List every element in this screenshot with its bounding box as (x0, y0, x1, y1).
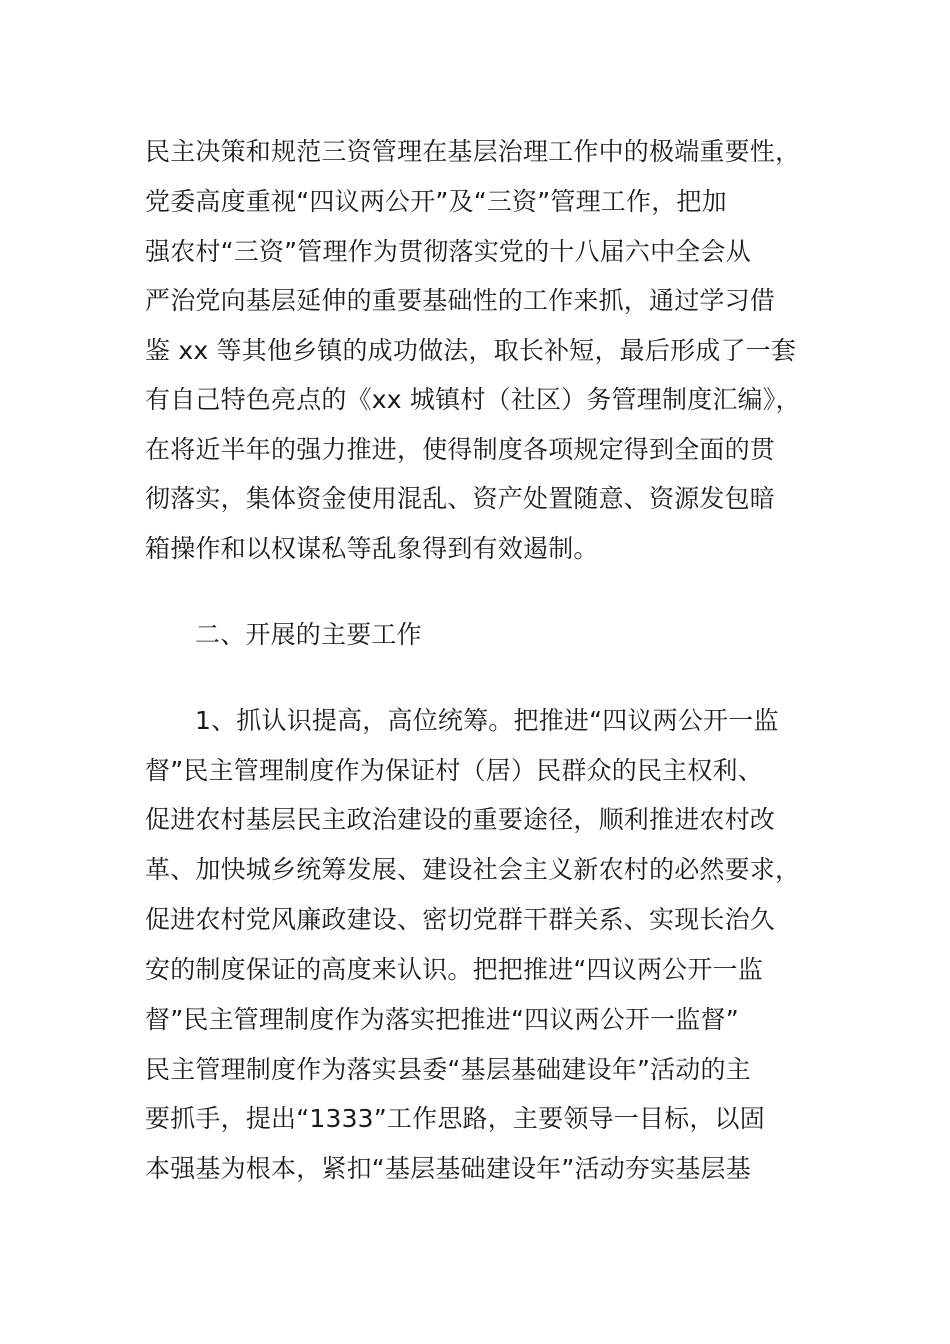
paragraph-line: 箱操作和以权谋私等乱象得到有效遏制。 (145, 534, 599, 563)
paragraph-line: 党委高度重视“四议两公开”及“三资”管理工作，把加 (145, 187, 727, 216)
paragraph-line: 促进农村党风廉政建设、密切党群干群关系、实现长治久 (145, 905, 776, 934)
paragraph-line: 本强基为根本，紧扣“基层基础建设年”活动夯实基层基 (145, 1154, 751, 1183)
paragraph-line: 革、加快城乡统筹发展、建设社会主义新农村的必然要求， (145, 855, 801, 884)
paragraph-line: 鉴 xx 等其他乡镇的成功做法，取长补短，最后形成了一套 (145, 336, 797, 365)
paragraph-line: 民主决策和规范三资管理在基层治理工作中的极端重要性， (145, 137, 801, 166)
paragraph-line: 民主管理制度作为落实县委“基层基础建设年”活动的主 (145, 1055, 751, 1084)
paragraph-line: 安的制度保证的高度来认识。把把推进“四议两公开一监 (145, 955, 763, 984)
paragraph-line: 强农村“三资”管理作为贯彻落实党的十八届六中全会从 (145, 237, 751, 266)
paragraph-line: 严治党向基层延伸的重要基础性的工作来抓，通过学习借 (145, 286, 776, 315)
paragraph-line: 彻落实，集体资金使用混乱、资产处置随意、资源发包暗 (145, 484, 776, 513)
paragraph-line: 促进农村基层民主政治建设的重要途径，顺利推进农村改 (145, 805, 776, 834)
paragraph-line: 在将近半年的强力推进，使得制度各项规定得到全面的贯 (145, 435, 776, 464)
paragraph-line: 1、抓认识提高，高位统筹。把推进“四议两公开一监 (195, 706, 779, 735)
paragraph-line: 督”民主管理制度作为保证村（居）民群众的民主权利、 (145, 756, 763, 785)
paragraph-line: 有自己特色亮点的《xx 城镇村（社区）务管理制度汇编》， (145, 385, 801, 414)
paragraph-line: 督”民主管理制度作为落实把推进“四议两公开一监督” (145, 1005, 739, 1034)
section-heading: 二、开展的主要工作 (195, 620, 422, 649)
paragraph-line: 要抓手，提出“1333”工作思路，主要领导一目标，以固 (145, 1104, 765, 1133)
